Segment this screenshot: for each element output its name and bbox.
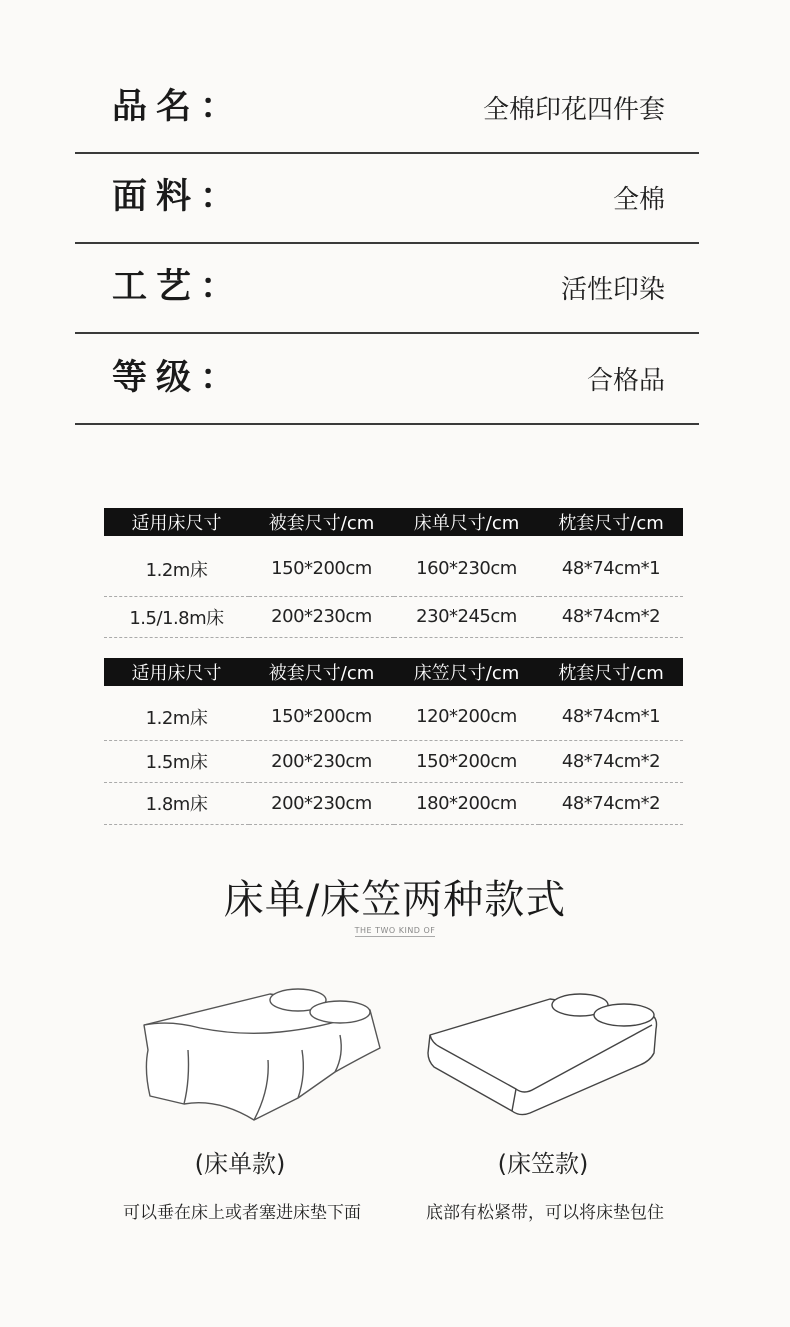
spec-value: 全棉印花四件套 (482, 95, 665, 125)
table-row (104, 596, 683, 637)
section-title: 床单/床笠两种款式 (223, 877, 567, 923)
table-header-cell: 适用床尺寸 (104, 658, 249, 686)
table-cell: 1.5/1.8m床 (104, 596, 249, 637)
table-cell: 1.2m床 (104, 536, 249, 596)
table-cell: 1.8m床 (104, 782, 249, 824)
spec-row-grade (75, 333, 699, 425)
spec-label: 面料： (112, 177, 245, 217)
table-header-row (104, 658, 683, 686)
table-cell: 48*74cm*2 (539, 782, 683, 824)
table-header-cell: 枕套尺寸/cm (539, 658, 683, 686)
table-row (104, 536, 683, 596)
section-subtitle-text: THE TWO KIND OF (354, 926, 436, 935)
table-cell: 150*200cm (249, 536, 394, 596)
table-header-row (104, 508, 683, 536)
table-cell: 48*74cm*2 (539, 740, 683, 782)
spec-label: 品名： (112, 87, 245, 127)
flat-sheet-caption: (床单款) (194, 1150, 286, 1178)
spec-row-craft (75, 242, 699, 334)
flat-sheet-description: 可以垂在床上或者塞进床垫下面 (123, 1203, 361, 1223)
table-cell: 48*74cm*1 (539, 686, 683, 740)
table-cell: 1.2m床 (104, 686, 249, 740)
fitted-sheet-description: 底部有松紧带，可以将床垫包住 (426, 1203, 664, 1223)
table-cell: 200*230cm (249, 782, 394, 824)
table-cell: 150*200cm (394, 740, 539, 782)
table-cell: 48*74cm*2 (539, 596, 683, 637)
table-cell: 230*245cm (394, 596, 539, 637)
table-cell: 200*230cm (249, 596, 394, 637)
spec-value: 合格品 (586, 366, 665, 396)
table-cell: 120*200cm (394, 686, 539, 740)
flat-sheet-bed-icon (130, 980, 390, 1130)
table-cell: 1.5m床 (104, 740, 249, 782)
table-header-cell: 枕套尺寸/cm (539, 508, 683, 536)
spec-row-name (75, 62, 699, 154)
size-table-flat-sheet (104, 508, 683, 638)
table-cell: 160*230cm (394, 536, 539, 596)
table-cell: 180*200cm (394, 782, 539, 824)
table-cell: 200*230cm (249, 740, 394, 782)
spec-value: 全棉 (612, 185, 665, 215)
table-cell: 150*200cm (249, 686, 394, 740)
spec-label: 等级： (112, 358, 245, 398)
fitted-sheet-caption: (床笠款) (497, 1150, 589, 1178)
table-header-cell: 床单尺寸/cm (394, 508, 539, 536)
table-header-cell: 被套尺寸/cm (249, 658, 394, 686)
table-row (104, 740, 683, 782)
table-header-cell: 适用床尺寸 (104, 508, 249, 536)
size-table-fitted-sheet (104, 658, 683, 825)
table-row (104, 686, 683, 740)
table-header-cell: 被套尺寸/cm (249, 508, 394, 536)
table-row (104, 782, 683, 824)
table-cell: 48*74cm*1 (539, 536, 683, 596)
table-header-cell: 床笠尺寸/cm (394, 658, 539, 686)
section-subtitle (0, 926, 790, 935)
spec-label: 工艺： (112, 267, 245, 307)
spec-value: 活性印染 (560, 275, 665, 305)
spec-row-fabric (75, 152, 699, 244)
fitted-sheet-bed-icon (420, 985, 670, 1120)
